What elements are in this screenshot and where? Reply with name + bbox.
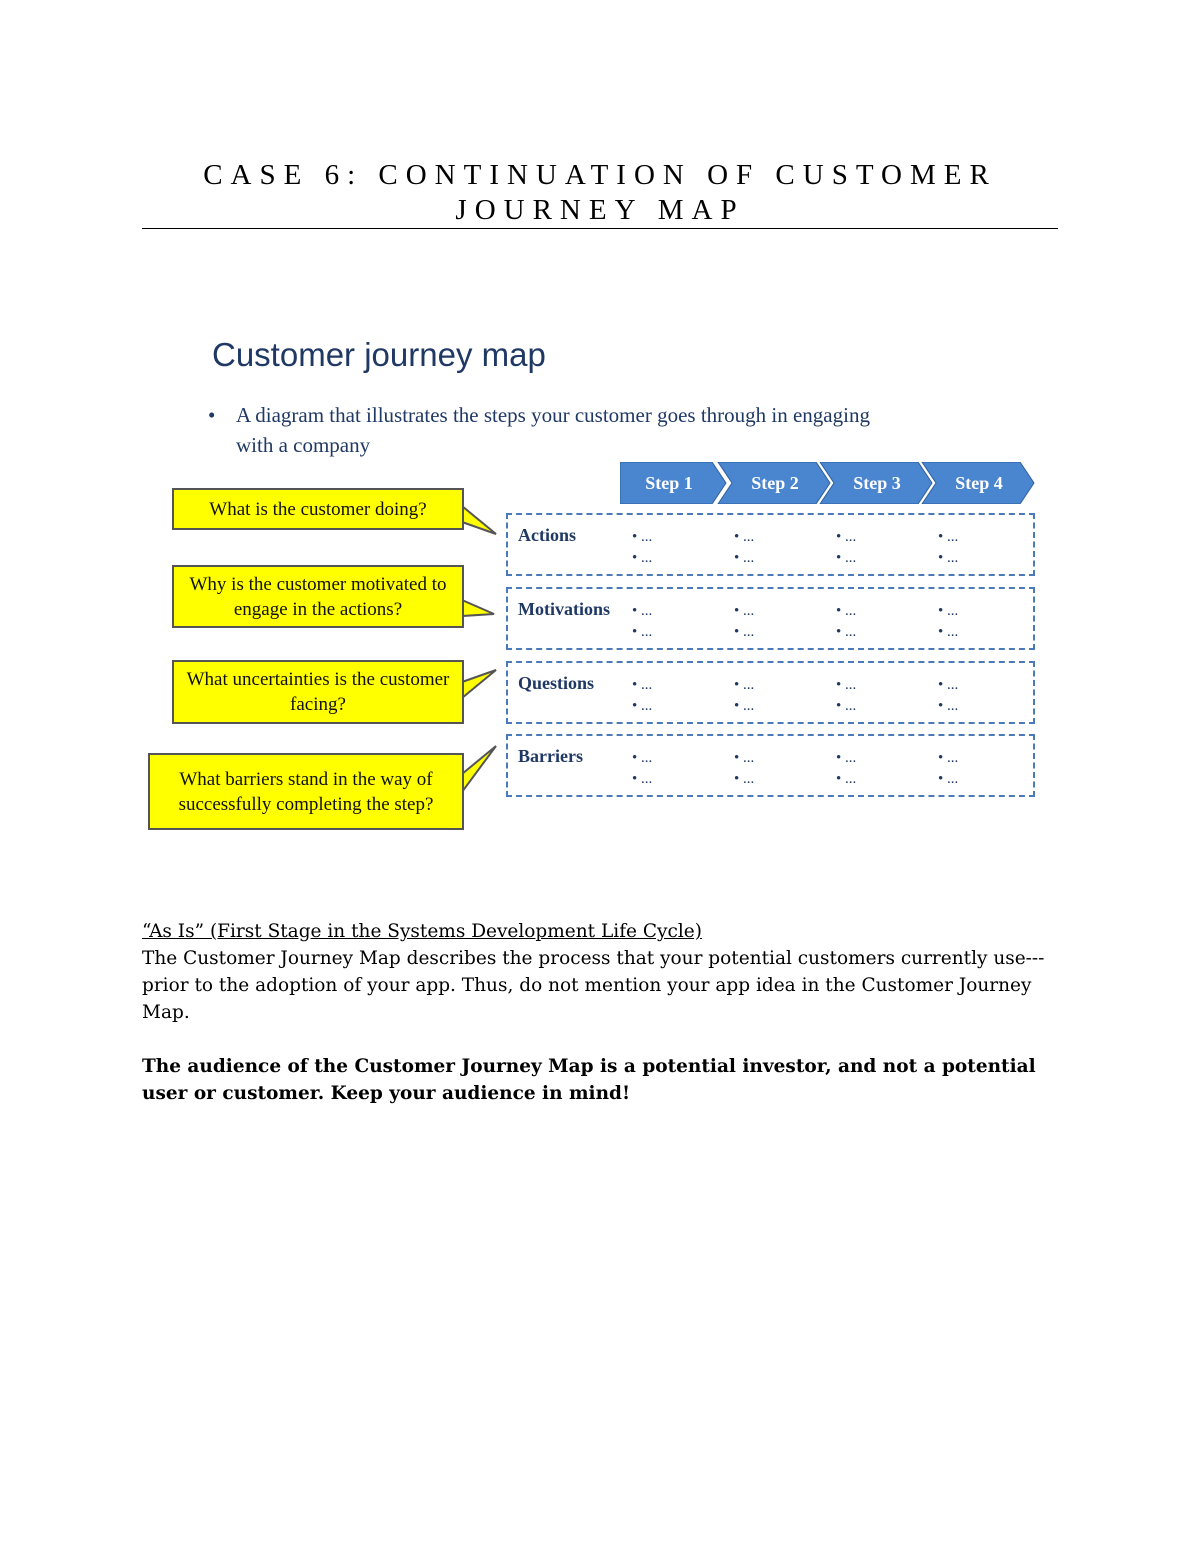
callout-pointer — [462, 746, 496, 792]
audience-note: The audience of the Customer Journey Map is a potential investor, and not a potential user or customer. Keep your audience in mind! — [142, 1056, 1036, 1104]
row-label: Motivations — [518, 599, 610, 619]
step-chevrons — [620, 462, 1040, 504]
callout-box: What uncertainties is the customer facing? — [172, 660, 464, 724]
bullet-icon: • — [208, 403, 216, 427]
callout-box: What barriers stand in the way of successfully completing the step? — [148, 753, 464, 830]
cell-item: • ... • ... — [938, 529, 959, 566]
cell-item: • ... • ... — [938, 677, 959, 714]
callout-pointer — [462, 600, 494, 616]
cell-item: • ... • ... — [836, 750, 857, 787]
cell-item: • ... • ... — [938, 750, 959, 787]
callout-box: What is the customer doing? — [172, 488, 464, 530]
row-motivations — [506, 587, 1035, 650]
body-text — [142, 918, 1058, 1026]
body-paragraph: The Customer Journey Map describes the process that your potential customers currently use---prior to the adoption of your app. Thus, do not mention your app idea in the Customer Journey Map. — [142, 948, 1045, 1023]
step-label: Step 3 — [853, 473, 901, 493]
cell-item: • ... • ... — [632, 677, 653, 714]
row-actions — [506, 513, 1035, 576]
callout-box: Why is the customer motivated to engage in the actions? — [172, 565, 464, 628]
cell-item: • ... • ... — [836, 529, 857, 566]
row-questions — [506, 661, 1035, 724]
step-label: Step 2 — [751, 473, 799, 493]
cell-item: • ... • ... — [938, 603, 959, 640]
callout-pointer — [462, 506, 496, 534]
figure-bullet-text: A diagram that illustrates the steps your customer goes through in engaging with a company — [236, 403, 870, 457]
cell-item: • ... • ... — [836, 603, 857, 640]
heading-line-2: JOURNEY MAP — [455, 194, 745, 226]
figure-bullet — [208, 400, 896, 460]
step-label: Step 1 — [645, 473, 693, 493]
cell-item: • ... • ... — [734, 603, 755, 640]
heading-rule — [142, 228, 1058, 229]
document-heading — [142, 158, 1058, 228]
cell-item: • ... • ... — [632, 529, 653, 566]
cell-item: • ... • ... — [734, 529, 755, 566]
heading-line-1: CASE 6: CONTINUATION OF CUSTOMER — [203, 159, 997, 191]
row-label: Actions — [518, 525, 576, 545]
callout-pointer — [462, 670, 496, 698]
row-barriers — [506, 734, 1035, 797]
cell-item: • ... • ... — [836, 677, 857, 714]
as-is-subheading: “As Is” (First Stage in the Systems Development Life Cycle) — [142, 921, 702, 942]
cell-item: • ... • ... — [734, 750, 755, 787]
step-label: Step 4 — [955, 473, 1003, 493]
figure-title: Customer journey map — [212, 336, 546, 373]
row-label: Questions — [518, 673, 595, 693]
cell-item: • ... • ... — [632, 750, 653, 787]
cell-item: • ... • ... — [632, 603, 653, 640]
cell-item: • ... • ... — [734, 677, 755, 714]
row-label: Barriers — [518, 746, 583, 766]
